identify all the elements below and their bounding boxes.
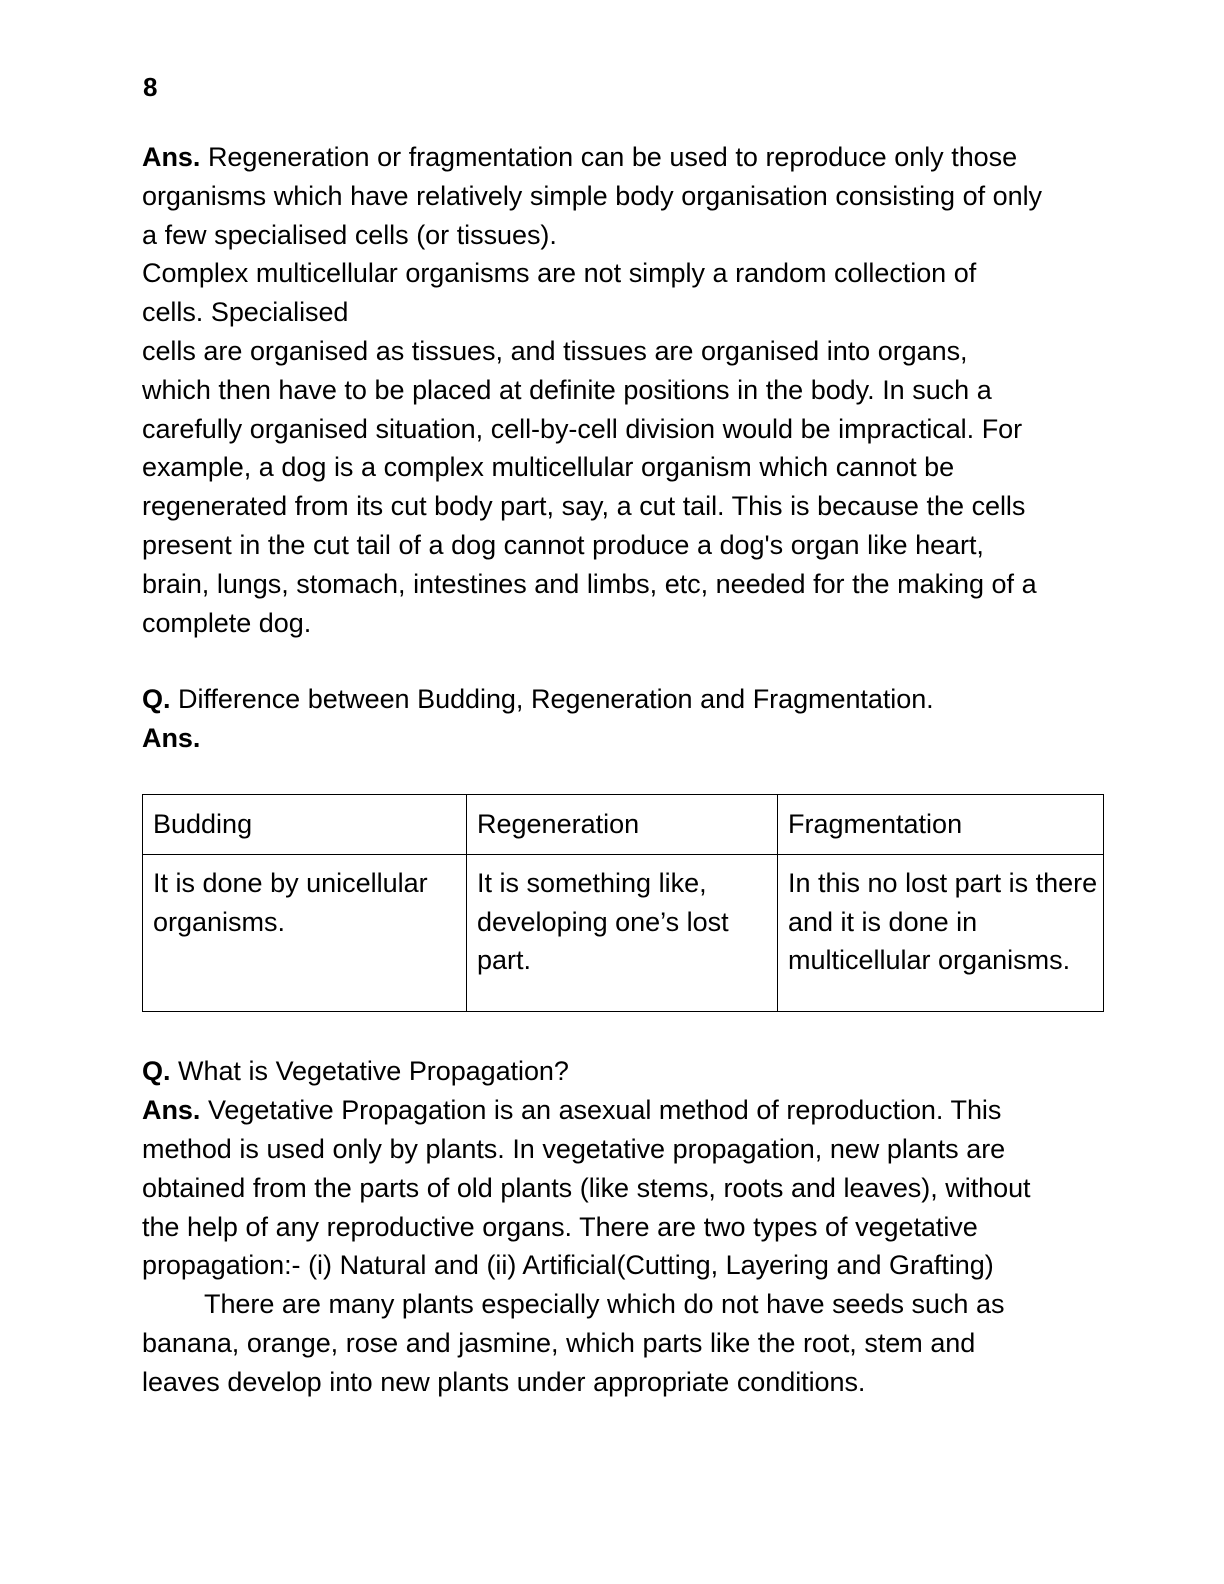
final-paragraph-line-2: leaves develop into new plants under appropriate conditions. bbox=[142, 1366, 866, 1397]
answer-1-line-2: a few specialised cells (or tissues). bbox=[142, 219, 557, 250]
table-header-row bbox=[143, 794, 1104, 855]
table-cell-budding-description: It is done by unicellular organisms. bbox=[143, 855, 467, 1012]
spacer bbox=[142, 758, 1079, 794]
table-header-regeneration: Regeneration bbox=[467, 794, 778, 855]
answer-1-line-12: complete dog. bbox=[142, 607, 312, 638]
table-header-budding: Budding bbox=[143, 794, 467, 855]
question-2-paragraph bbox=[142, 680, 1079, 758]
answer-1-line-6: which then have to be placed at definite positions in the body. In such a bbox=[142, 374, 992, 405]
page-number: 8 bbox=[143, 72, 158, 102]
answer-1-line-7: carefully organised situation, cell-by-cell division would be impractical. For bbox=[142, 413, 1023, 444]
table-cell-fragmentation-description: In this no lost part is there and it is done in multicellular organisms. bbox=[778, 855, 1104, 1012]
answer-1-line-1: organisms which have relatively simple body organisation consisting of only bbox=[142, 180, 1043, 211]
answer-1-line-9: regenerated from its cut body part, say, a cut tail. This is because the cells bbox=[142, 491, 1026, 522]
answer-1-paragraph bbox=[142, 138, 1079, 642]
table-header-fragmentation: Fragmentation bbox=[778, 794, 1104, 855]
spacer bbox=[142, 642, 1079, 680]
answer-1-line-10: present in the cut tail of a dog cannot produce a dog's organ like heart, bbox=[142, 529, 984, 560]
table-cell-regeneration-description: It is something like, developing one’s lost part. bbox=[467, 855, 778, 1012]
question-3-text: What is Vegetative Propagation? bbox=[170, 1056, 569, 1087]
answer-1-line-11: brain, lungs, stomach, intestines and limbs, etc, needed for the making of a bbox=[142, 568, 1037, 599]
spacer bbox=[142, 1012, 1079, 1052]
answer-1-line-8: example, a dog is a complex multicellular organism which cannot be bbox=[142, 452, 955, 483]
answer-3-line-3: the help of any reproductive organs. There are two types of vegetative bbox=[142, 1211, 978, 1242]
table-row bbox=[143, 855, 1104, 1012]
answer-label: Ans. bbox=[142, 1095, 201, 1126]
answer-1-line-5: cells are organised as tissues, and tissues are organised into organs, bbox=[142, 335, 968, 366]
answer-3-line-4: propagation:- (i) Natural and (ii) Artificial(Cutting, Layering and Grafting) bbox=[142, 1250, 994, 1281]
question-label: Q. bbox=[142, 1056, 171, 1087]
question-2-text: Difference between Budding, Regeneration and Fragmentation. bbox=[170, 684, 934, 715]
question-label: Q. bbox=[142, 684, 171, 715]
final-paragraph-line-0: There are many plants especially which do not have seeds such as bbox=[204, 1289, 1005, 1320]
answer-3-line-1: method is used only by plants. In vegetative propagation, new plants are bbox=[142, 1134, 1006, 1165]
final-paragraph-line-1: banana, orange, rose and jasmine, which parts like the root, stem and bbox=[142, 1328, 976, 1359]
spacer bbox=[142, 104, 1079, 138]
answer-1-line-0: Regeneration or fragmentation can be used to reproduce only those bbox=[200, 142, 1018, 172]
answer-label: Ans. bbox=[142, 142, 201, 172]
comparison-table bbox=[142, 794, 1104, 1013]
answer-3-line-0: Vegetative Propagation is an asexual method of reproduction. This bbox=[200, 1095, 1002, 1126]
answer-3-line-2: obtained from the parts of old plants (like stems, roots and leaves), without bbox=[142, 1172, 1031, 1203]
question-3-paragraph bbox=[142, 1052, 1079, 1401]
answer-1-line-4: cells. Specialised bbox=[142, 297, 349, 328]
answer-label: Ans. bbox=[142, 723, 201, 754]
answer-1-line-3: Complex multicellular organisms are not simply a random collection of bbox=[142, 258, 977, 289]
